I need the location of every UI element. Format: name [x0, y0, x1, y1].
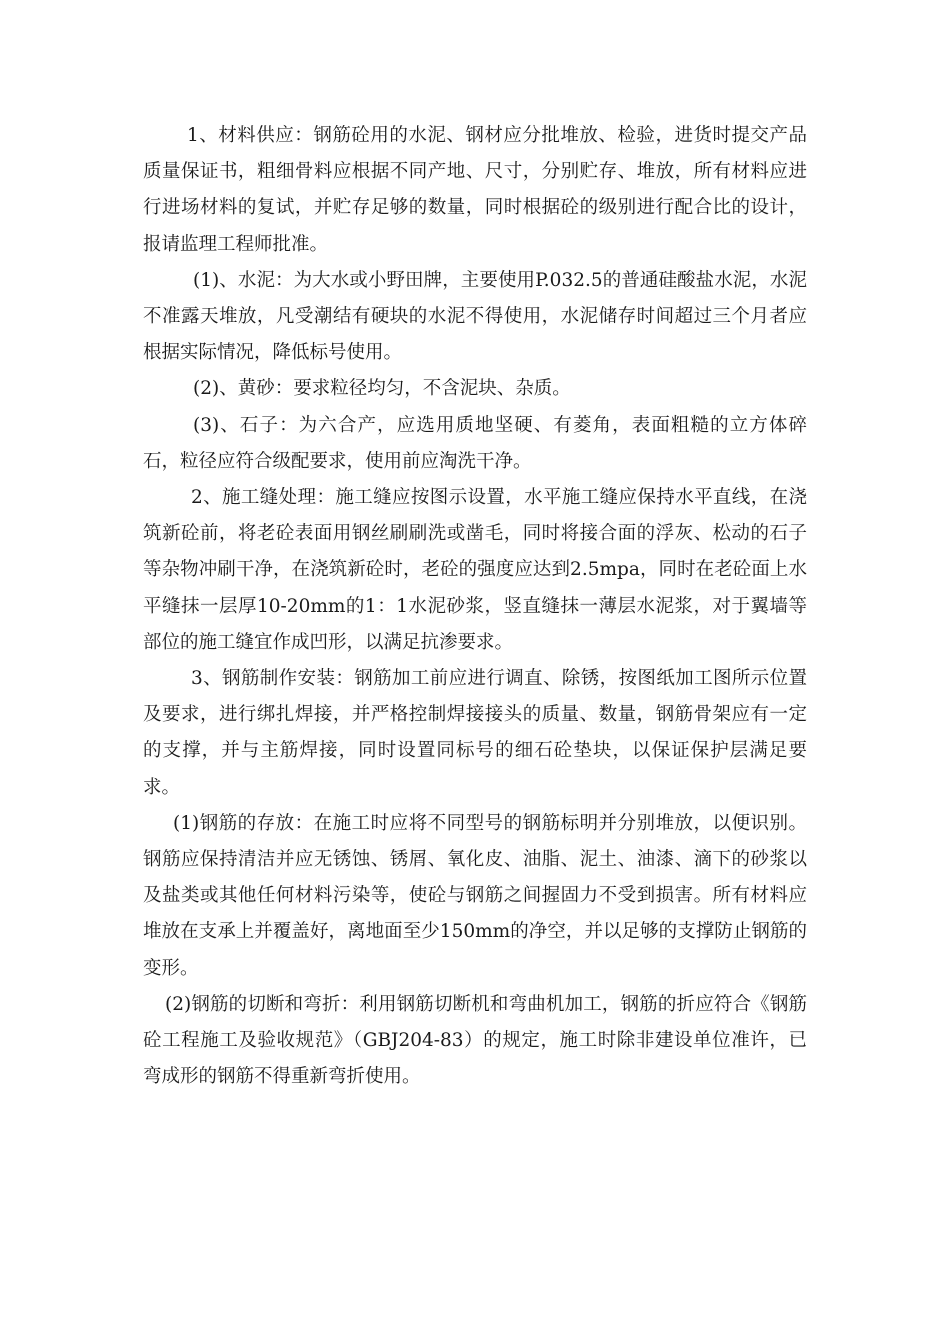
paragraph-rebar-storage: (1)钢筋的存放：在施工时应将不同型号的钢筋标明并分别堆放，以便识别。钢筋应保持清洁并应无锈蚀、锈屑、氧化皮、油脂、泥土、油漆、滴下的砂浆以及盐类或其他任何材料污染等，使砼与钢筋之间握固力不受到损害。所有材料应堆放在支承上并覆盖好，离地面至少150mm的净空，并以足够的支撑防止钢筋的变形。	[143, 812, 807, 979]
document-body	[143, 118, 807, 1095]
paragraph-sand: (2)、黄砂：要求粒径均匀，不含泥块、杂质。	[193, 378, 571, 400]
paragraph-gravel: (3)、石子：为六合产，应选用质地坚硬、有菱角，表面粗糙的立方体碎石，粒径应符合级配要求，使用前应淘洗干净。	[143, 414, 807, 472]
paragraph-rebar-cutting-bending: (2)钢筋的切断和弯折：利用钢筋切断机和弯曲机加工，钢筋的折应符合《钢筋砼工程施工及验收规范》（GBJ204-83）的规定，施工时除非建设单位准许，已弯成形的钢筋不得重新弯折使用。	[143, 993, 807, 1088]
paragraph-materials-supply: 1、材料供应：钢筋砼用的水泥、钢材应分批堆放、检验，进货时提交产品质量保证书，粗细骨料应根据不同产地、尺寸，分别贮存、堆放，所有材料应进行进场材料的复试，并贮存足够的数量，同时根据砼的级别进行配合比的设计，报请监理工程师批准。	[143, 125, 807, 255]
paragraph-cement: (1)、水泥：为大水或小野田牌，主要使用P.032.5的普通硅酸盐水泥，水泥不准露天堆放，凡受潮结有硬块的水泥不得使用，水泥储存时间超过三个月者应根据实际情况，降低标号使用。	[143, 269, 807, 364]
paragraph-construction-joint: 2、施工缝处理：施工缝应按图示设置，水平施工缝应保持水平直线，在浇筑新砼前，将老砼表面用钢丝刷刷洗或凿毛，同时将接合面的浮灰、松动的石子等杂物冲刷干净，在浇筑新砼时，老砼的强度应达到2.5mpa，同时在老砼面上水平缝抹一层厚10-20mm的1：1水泥砂浆，竖直缝抹一薄层水泥浆，对于翼墙等部位的施工缝宜作成凹形，以满足抗渗要求。	[143, 487, 807, 653]
paragraph-rebar-fabrication: 3、钢筋制作安装：钢筋加工前应进行调直、除锈，按图纸加工图所示位置及要求，进行绑扎焊接，并严格控制焊接接头的质量、数量，钢筋骨架应有一定的支撑，并与主筋焊接，同时设置同标号的细石砼垫块，以保证保护层满足要求。	[143, 668, 807, 798]
